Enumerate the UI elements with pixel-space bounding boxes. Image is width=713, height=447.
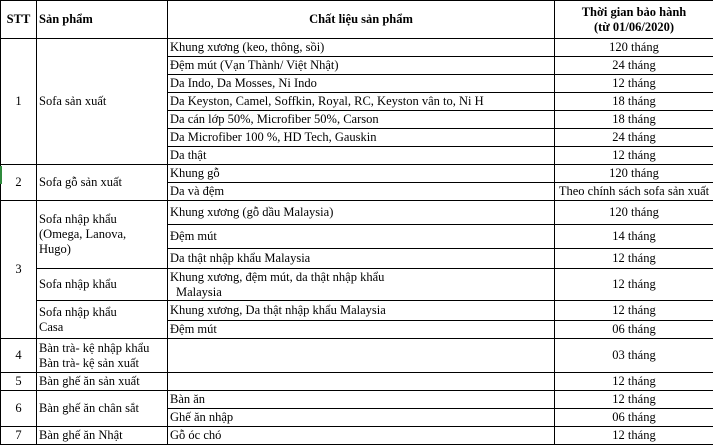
stt-cell: 6 xyxy=(1,391,37,427)
table-body xyxy=(1,39,713,445)
header-warranty-title: Thời gian bảo hành xyxy=(581,4,687,19)
warranty-cell: 24 tháng xyxy=(555,129,713,147)
product-cell xyxy=(37,427,168,445)
warranty-cell: 18 tháng xyxy=(555,93,713,111)
material-cell xyxy=(168,57,555,75)
warranty-cell: 12 tháng xyxy=(555,269,713,301)
material-text: Da thật xyxy=(170,148,207,162)
material-cell xyxy=(168,129,555,147)
warranty-cell: 12 tháng xyxy=(555,301,713,321)
material-text: Gỗ óc chó xyxy=(170,428,222,442)
material-cell xyxy=(168,373,555,391)
product-name-line: (Omega, Lanova, xyxy=(39,227,127,241)
product-cell xyxy=(37,269,168,301)
material-cell xyxy=(168,201,555,225)
material-cell xyxy=(168,225,555,249)
product-cell xyxy=(37,391,168,427)
material-text: Da Keyston, Camel, Soffkin, Royal, RC, Keyston vân to, Ni H xyxy=(170,94,484,108)
material-text: Đệm mút xyxy=(170,229,217,243)
material-text: Khung xương (gỗ dầu Malaysia) xyxy=(170,205,334,219)
warranty-cell: 06 tháng xyxy=(555,321,713,339)
warranty-cell: 120 tháng xyxy=(555,165,713,183)
product-name-line: Bàn trà- kệ nhập khẩu xyxy=(39,340,150,355)
table-row xyxy=(1,373,713,391)
table-row xyxy=(1,391,713,409)
product-name-line: Sofa gỗ sản xuất xyxy=(39,175,122,189)
product-name-line: Bàn ghế ăn chân sắt xyxy=(39,401,139,415)
warranty-cell: 18 tháng xyxy=(555,111,713,129)
product-cell xyxy=(37,301,168,339)
material-text: Da Microfiber 100 %, HD Tech, Gauskin xyxy=(170,130,377,144)
material-text: Khung xương, Da thật nhập khẩu Malaysia xyxy=(170,303,386,317)
material-text: Đệm mút xyxy=(170,322,217,336)
product-cell xyxy=(37,339,168,373)
stt-cell: 4 xyxy=(1,339,37,373)
material-cell xyxy=(168,427,555,445)
header-warranty xyxy=(555,1,713,39)
material-text: Da cán lớp 50%, Microfiber 50%, Carson xyxy=(170,112,379,126)
material-text: Ghế ăn nhập xyxy=(170,410,234,424)
material-cell xyxy=(168,75,555,93)
table-row xyxy=(1,427,713,445)
product-cell xyxy=(37,165,168,201)
header-product: Sản phẩm xyxy=(37,1,168,39)
product-name-line: Sofa nhập khẩu xyxy=(39,304,117,319)
material-text: Da và đệm xyxy=(170,184,225,198)
table-row xyxy=(1,339,713,373)
stt-cell: 1 xyxy=(1,39,37,165)
header-stt: STT xyxy=(1,1,37,39)
material-cell xyxy=(168,249,555,269)
product-name-line: Sofa sản xuất xyxy=(39,94,107,108)
product-name-line: Bàn ghế ăn Nhật xyxy=(39,428,123,442)
warranty-cell: 12 tháng xyxy=(555,373,713,391)
table-row xyxy=(1,201,713,225)
product-cell xyxy=(37,201,168,269)
warranty-cell: 06 tháng xyxy=(555,409,713,427)
material-cell xyxy=(168,409,555,427)
warranty-cell: 12 tháng xyxy=(555,147,713,165)
stt-cell: 2 xyxy=(1,165,37,201)
header-material: Chất liệu sản phẩm xyxy=(168,1,555,39)
product-cell xyxy=(37,373,168,391)
table-row xyxy=(1,39,713,57)
material-cell xyxy=(168,165,555,183)
material-cell xyxy=(168,93,555,111)
stt-cell: 3 xyxy=(1,201,37,339)
material-text: Da thật nhập khẩu Malaysia xyxy=(170,251,311,265)
warranty-cell: 120 tháng xyxy=(555,201,713,225)
material-cell xyxy=(168,111,555,129)
material-cell xyxy=(168,39,555,57)
warranty-cell: 12 tháng xyxy=(555,75,713,93)
product-name-line: Sofa nhập khẩu xyxy=(39,277,117,291)
product-name-line: Casa xyxy=(39,319,64,334)
material-cell xyxy=(168,147,555,165)
product-name-line: Hugo) xyxy=(39,242,71,256)
material-cell xyxy=(168,321,555,339)
material-cell xyxy=(168,183,555,201)
material-text: Malaysia xyxy=(176,284,222,299)
table-row xyxy=(1,301,713,321)
material-cell xyxy=(168,391,555,409)
warranty-cell: 12 tháng xyxy=(555,391,713,409)
warranty-cell: 24 tháng xyxy=(555,57,713,75)
material-cell xyxy=(168,339,555,373)
material-text: Da Indo, Da Mosses, Ni Indo xyxy=(170,76,317,90)
warranty-cell: 120 tháng xyxy=(555,39,713,57)
warranty-cell: 12 tháng xyxy=(555,249,713,269)
header-warranty-date: (từ 01/06/2020) xyxy=(593,19,675,34)
product-name-line: Bàn ghế ăn sản xuất xyxy=(39,374,140,388)
product-cell xyxy=(37,39,168,165)
stt-cell: 7 xyxy=(1,427,37,445)
stt-cell: 5 xyxy=(1,373,37,391)
product-name-line: Bàn trà- kệ sản xuất xyxy=(39,355,139,370)
material-cell xyxy=(168,269,555,301)
warranty-cell: 12 tháng xyxy=(555,427,713,445)
table-row xyxy=(1,165,713,183)
material-text: Đệm mút (Vạn Thành/ Việt Nhật) xyxy=(170,58,339,72)
material-text: Khung xương, đệm mút, da thật nhập khẩu xyxy=(170,269,385,284)
warranty-cell: 03 tháng xyxy=(555,339,713,373)
product-name-line: Sofa nhập khẩu xyxy=(39,212,117,226)
warranty-cell: Theo chính sách sofa sản xuất xyxy=(555,183,713,201)
warranty-cell: 14 tháng xyxy=(555,225,713,249)
table-row xyxy=(1,269,713,301)
row-marker xyxy=(0,166,2,184)
material-cell xyxy=(168,301,555,321)
material-text: Bàn ăn xyxy=(170,392,206,406)
material-text: Khung gỗ xyxy=(170,166,220,180)
material-text: Khung xương (keo, thông, sồi) xyxy=(170,40,325,54)
